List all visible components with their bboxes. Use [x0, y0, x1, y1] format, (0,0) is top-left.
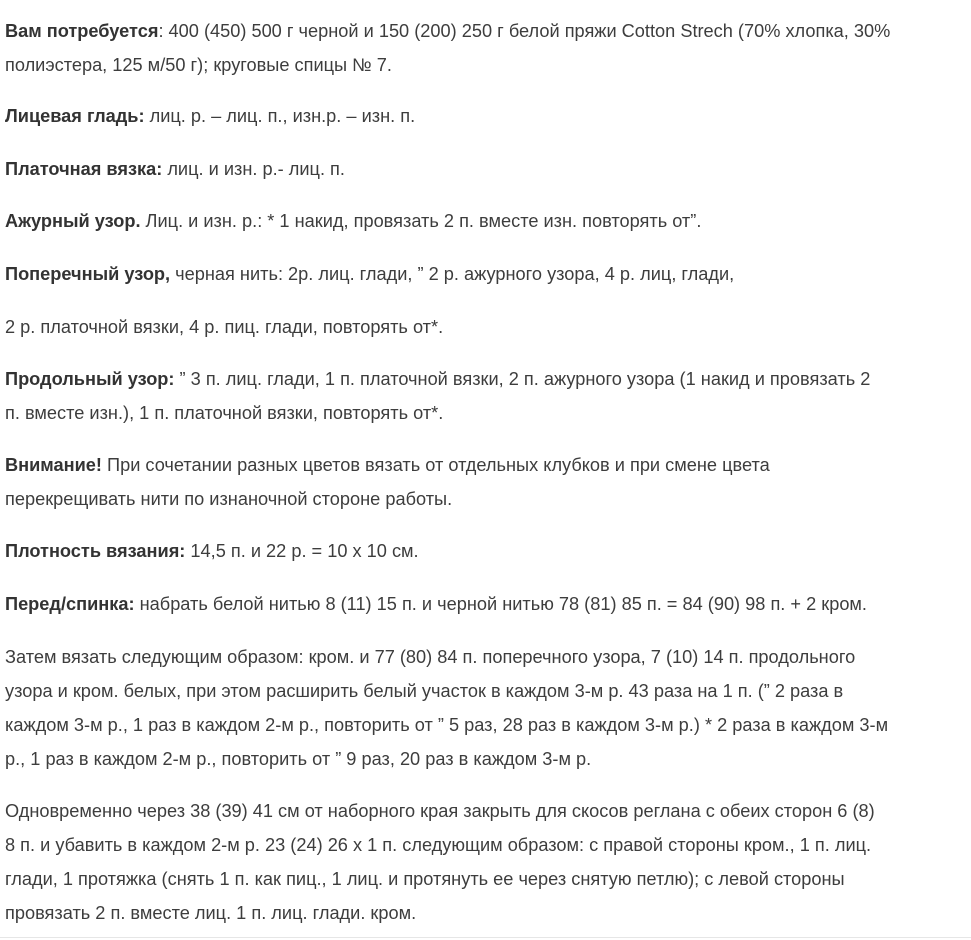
attention-label: Внимание!	[5, 455, 102, 475]
cross-pattern-label: Поперечный узор,	[5, 264, 171, 284]
materials-label: Вам потребуется	[5, 21, 159, 41]
front-back-text: набрать белой нитью 8 (11) 15 п. и черной нитью 78 (81) 85 п. = 84 (90) 98 п. + 2 кром.	[134, 594, 867, 614]
cross-pattern-paragraph	[5, 257, 965, 291]
attention-paragraph	[5, 448, 965, 516]
front-back-paragraph	[5, 587, 965, 621]
lace-pattern-text: Лиц. и изн. р.: * 1 накид, провязать 2 п. вместе изн. повторять от”.	[140, 211, 702, 231]
lace-pattern-label: Ажурный узор.	[5, 211, 141, 231]
materials-paragraph	[5, 14, 965, 82]
garter-paragraph	[5, 152, 965, 186]
text-line	[5, 204, 965, 238]
longitudinal-pattern-text: ” 3 п. лиц. глади, 1 п. платочной вязки, 2 п. ажурного узора (1 накид и провязать 2	[174, 369, 871, 389]
text-line: 8 п. и убавить в каждом 2-м р. 23 (24) 26 х 1 п. следующим образом: с правой стороны кром., 1 п. лиц.	[5, 835, 872, 855]
text-line	[5, 362, 965, 396]
text-line: п. вместе изн.), 1 п. платочной вязки, повторять от*.	[5, 403, 444, 423]
text-line	[5, 534, 965, 568]
text-line: 2 р. платочной вязки, 4 р. пиц. глади, повторять от*.	[5, 317, 444, 337]
garter-label: Платочная вязка:	[5, 159, 163, 179]
raglan-instructions-paragraph	[5, 794, 965, 930]
cross-pattern-continuation	[5, 310, 965, 344]
text-line	[5, 14, 965, 48]
text-line	[5, 152, 965, 186]
longitudinal-pattern-paragraph	[5, 362, 965, 430]
gauge-label: Плотность вязания:	[5, 541, 186, 561]
materials-text: : 400 (450) 500 г черной и 150 (200) 250 г белой пряжи Cotton Strech (70% хлопка, 30%	[158, 21, 891, 41]
text-line: Одновременно через 38 (39) 41 см от наборного края закрыть для скосов реглана с обеих сторон 6 (8)	[5, 801, 875, 821]
gauge-text: 14,5 п. и 22 р. = 10 х 10 см.	[185, 541, 419, 561]
attention-text: При сочетании разных цветов вязать от отдельных клубков и при смене цвета	[101, 455, 770, 475]
text-line: каждом 3-м р., 1 раз в каждом 2-м р., повторить от ” 5 раз, 28 раз в каждом 3-м р.) * 2 раза в каждом 3-м	[5, 715, 889, 735]
text-line: провязать 2 п. вместе лиц. 1 п. лиц. глади. кром.	[5, 903, 417, 923]
front-back-label: Перед/спинка:	[5, 594, 135, 614]
knitting-instructions-paragraph	[5, 640, 965, 776]
stockinette-paragraph	[5, 99, 965, 133]
gauge-paragraph	[5, 534, 965, 568]
text-line: Затем вязать следующим образом: кром. и 77 (80) 84 п. поперечного узора, 7 (10) 14 п. продольного	[5, 647, 856, 667]
text-line: р., 1 раз в каждом 2-м р., повторить от ” 9 раз, 20 раз в каждом 3-м р.	[5, 749, 592, 769]
cross-pattern-text: черная нить: 2р. лиц. глади, ” 2 р. ажурного узора, 4 р. лиц, глади,	[170, 264, 735, 284]
stockinette-text: лиц. р. – лиц. п., изн.р. – изн. п.	[144, 106, 416, 126]
text-line: перекрещивать нити по изнаночной стороне работы.	[5, 489, 453, 509]
lace-pattern-paragraph	[5, 204, 965, 238]
text-line: глади, 1 протяжка (снять 1 п. как пиц., 1 лиц. и протянуть ее через снятую петлю); с левой стороны	[5, 869, 845, 889]
text-line: узора и кром. белых, при этом расширить белый участок в каждом 3-м р. 43 раза на 1 п. (” 2 раза в	[5, 681, 844, 701]
text-line	[5, 448, 965, 482]
text-line	[5, 257, 965, 291]
text-line	[5, 99, 965, 133]
longitudinal-pattern-label: Продольный узор:	[5, 369, 175, 389]
bottom-divider	[0, 937, 971, 938]
text-line: полиэстера, 125 м/50 г); круговые спицы № 7.	[5, 55, 392, 75]
garter-text: лиц. и изн. р.- лиц. п.	[162, 159, 345, 179]
stockinette-label: Лицевая гладь:	[5, 106, 145, 126]
text-line	[5, 587, 965, 621]
